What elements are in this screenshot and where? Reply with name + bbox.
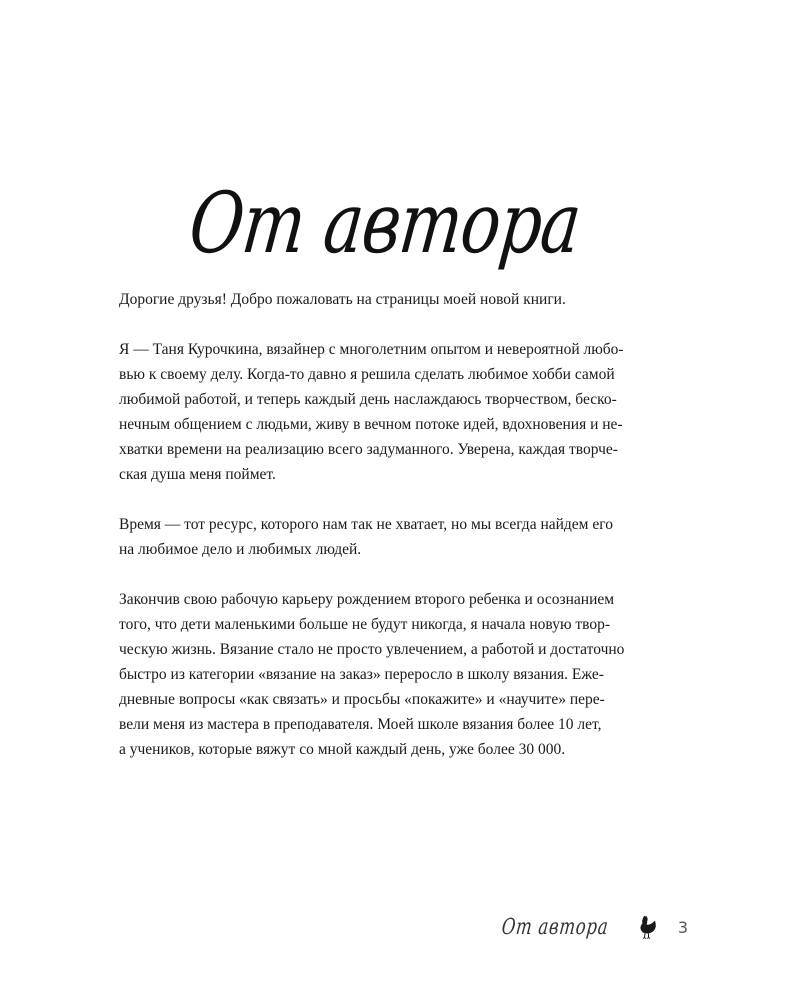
hen-icon [636,915,658,939]
text-line: ческую жизнь. Вязание стало не просто увлечением, а работой и достаточно [119,641,625,658]
page-footer [484,910,688,944]
text-line: нечным общением с людьми, живу в вечном потоке идей, вдохновения и не- [119,416,623,433]
running-title: От автора [500,914,610,940]
text-line: того, что дети маленькими больше не будут никогда, я начала новую твор- [119,616,611,633]
text-line: Закончив свою рабочую карьеру рождением второго ребенка и осознанием [119,591,615,608]
text-line: дневные вопросы «как связать» и просьбы «покажите» и «научите» пере- [119,691,605,708]
text-line: ская душа меня поймет. [119,466,276,483]
text-line: вели меня из мастера в преподавателя. Моей школе вязания более 10 лет, [119,716,602,733]
text-line: на любимое дело и любимых людей. [119,541,362,558]
text-line: Я — Таня Курочкина, вязайнер с многолетним опытом и невероятной любо- [119,341,624,358]
text-line: Дорогие друзья! Добро пожаловать на страницы моей новой книги. [119,291,566,308]
text-line: хватки времени на реализацию всего задуманного. Уверена, каждая творче- [119,441,618,458]
paragraph-career [119,587,664,762]
chapter-title: От автора [184,174,586,273]
text-line: а учеников, которые вяжут со мной каждый день, уже более 30 000. [119,741,566,758]
text-line: быстро из категории «вязание на заказ» переросло в школу вязания. Еже- [119,666,604,683]
body-text [119,287,664,787]
paragraph-time [119,512,664,562]
text-line: вью к своему делу. Когда-то давно я решила сделать любимое хобби самой [119,366,615,383]
paragraph-about-author [119,337,664,487]
page-number: 3 [677,917,688,937]
text-line: Время — тот ресурс, которого нам так не хватает, но мы всегда найдем его [119,516,613,533]
text-line: любимой работой, и теперь каждый день наслаждаюсь творчеством, беско- [119,391,617,408]
paragraph-greeting [119,287,664,312]
